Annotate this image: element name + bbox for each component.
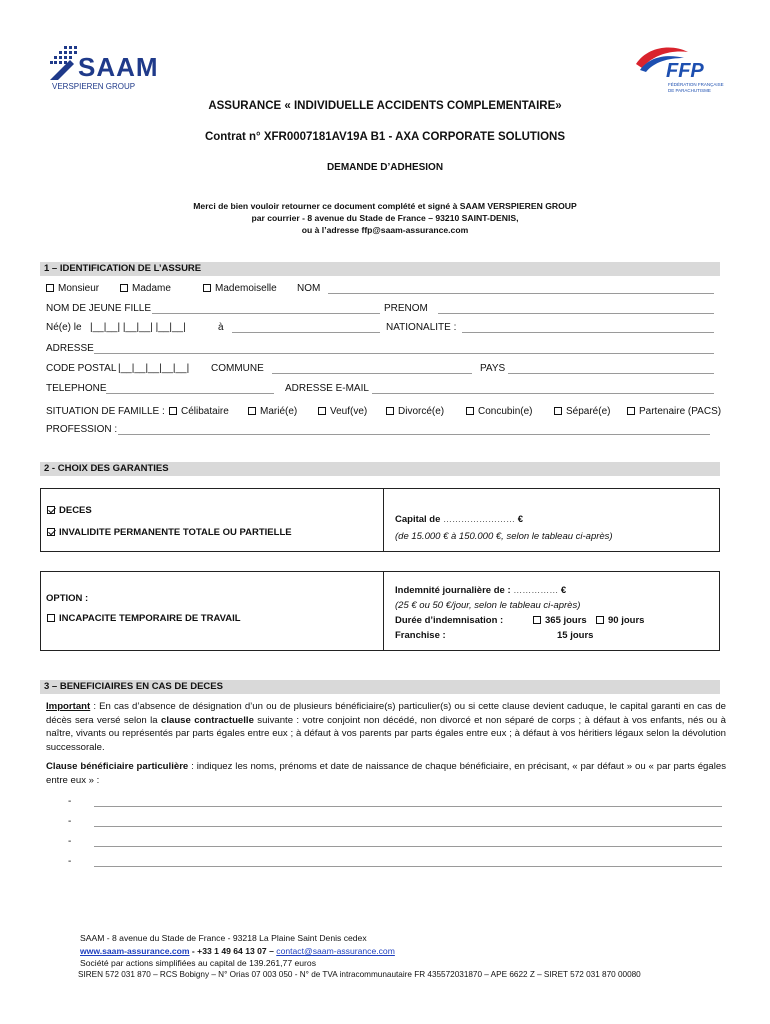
franchise-label: Franchise : <box>395 630 446 641</box>
duree-label: Durée d’indemnisation : <box>395 615 504 626</box>
option-invalidite[interactable]: INVALIDITE PERMANENTE TOTALE OU PARTIELLE <box>47 527 292 538</box>
situation-divorce[interactable]: Divorcé(e) <box>386 406 444 417</box>
pays-label: PAYS <box>480 363 506 374</box>
franchise-value: 15 jours <box>557 630 594 641</box>
beneficiary-line-2[interactable] <box>94 826 722 827</box>
important-paragraph: Important : En cas d’absence de désignation d’un ou de plusieurs bénéficiaire(s) particulier(s) ou si cette clause devient caduque, le capital garanti en cas de décès sera versé selon la clause contractuelle suivante : votre conjoint non décédé, non divorcé et non séparé de corps ; à défaut à vos enfants, nés ou à naître, vivants ou représentés par parts égales entre eux ; à défaut à vos parents par parts égales entre eux ; à défaut à vos héritiers légaux selon la dévolution successorale. <box>46 701 726 753</box>
option-deces[interactable]: DECES <box>47 505 92 516</box>
situation-separe[interactable]: Séparé(e) <box>554 406 610 417</box>
situation-veuf[interactable]: Veuf(ve) <box>318 406 367 417</box>
ffp-logo <box>632 42 722 96</box>
checkbox-icon[interactable] <box>46 284 54 292</box>
adresse-label: ADRESSE <box>46 343 94 354</box>
garanties-deces-box <box>40 488 720 552</box>
pays-input[interactable] <box>508 373 714 374</box>
beneficiary-line-1[interactable] <box>94 806 722 807</box>
beneficiary-dash-3: - <box>68 836 72 847</box>
indemnite-euro: € <box>560 585 567 596</box>
checkbox-icon[interactable] <box>169 407 177 415</box>
duree-90[interactable]: 90 jours <box>596 615 644 626</box>
nationalite-label: NATIONALITE : <box>386 322 457 333</box>
footer-website-link[interactable]: www.saam-assurance.com <box>80 946 190 956</box>
beneficiary-line-3[interactable] <box>94 846 722 847</box>
situation-marie[interactable]: Marié(e) <box>248 406 297 417</box>
email-input[interactable] <box>372 393 714 394</box>
lieu-naissance-label: à <box>218 322 224 333</box>
garanties-itt-divider <box>383 571 384 651</box>
section-2-header: 2 - CHOIX DES GARANTIES <box>40 462 720 476</box>
prenom-label: PRENOM <box>384 303 428 314</box>
nom-jeune-fille-input[interactable] <box>152 313 380 314</box>
ffp-logo-sub2: DE PARACHUTISME <box>668 88 711 93</box>
code-postal-input[interactable]: |__|__|__|__|__| <box>118 363 190 374</box>
ffp-logo-sub1: FÉDÉRATION FRANÇAISE <box>668 82 724 87</box>
capital-input[interactable]: …………………… <box>443 514 516 524</box>
saam-logo-subtext: VERSPIEREN GROUP <box>52 82 136 91</box>
email-label: ADRESSE E-MAIL <box>285 383 369 394</box>
checkbox-checked-icon[interactable] <box>47 506 55 514</box>
checkbox-icon[interactable] <box>627 407 635 415</box>
clause-label: Clause bénéficiaire particulière <box>46 761 189 772</box>
capital-label: Capital de <box>395 514 441 525</box>
date-naissance-input[interactable]: |__|__| |__|__| |__|__| <box>90 322 186 333</box>
situation-famille-label: SITUATION DE FAMILLE : <box>46 406 165 417</box>
telephone-input[interactable] <box>106 393 274 394</box>
adresse-input[interactable] <box>94 353 714 354</box>
nom-input[interactable] <box>328 293 714 294</box>
footer-legal: SIREN 572 031 870 – RCS Bobigny – N° Orias 07 003 050 - N° de TVA intracommunautaire FR 435572031870 – APE 6622 Z – SIRET 572 031 870 00080 <box>78 970 641 979</box>
section-1-header: 1 – IDENTIFICATION DE L’ASSURE <box>40 262 720 276</box>
document-type: DEMANDE D’ADHESION <box>326 162 444 173</box>
saam-logo <box>50 46 170 94</box>
profession-label: PROFESSION : <box>46 424 118 435</box>
indemnite-input[interactable]: …………… <box>513 585 559 595</box>
lieu-naissance-input[interactable] <box>232 332 380 333</box>
instruction-line-2: par courrier - 8 avenue du Stade de France – 93210 SAINT-DENIS, <box>251 213 519 223</box>
footer-email-link[interactable]: contact@saam-assurance.com <box>276 946 395 956</box>
checkbox-icon[interactable] <box>47 614 55 622</box>
situation-pacs[interactable]: Partenaire (PACS) <box>627 406 721 417</box>
duree-365[interactable]: 365 jours <box>533 615 587 626</box>
saam-logo-text: SAAM <box>78 52 159 82</box>
civility-madame[interactable]: Madame <box>120 283 171 294</box>
checkbox-icon[interactable] <box>203 284 211 292</box>
instruction-line-3: ou à l’adresse ffp@saam-assurance.com <box>301 225 469 235</box>
clause-paragraph: Clause bénéficiaire particulière : indiquez les noms, prénoms et date de naissance de chaque bénéficiaire, en précisant, « par défaut » ou « par parts égales entre eux » : <box>46 761 726 786</box>
indemnite-note: (25 € ou 50 €/jour, selon le tableau ci-après) <box>395 600 581 611</box>
beneficiary-line-4[interactable] <box>94 866 722 867</box>
footer-address: SAAM - 8 avenue du Stade de France - 93218 La Plaine Saint Denis cedex <box>80 933 367 943</box>
option-itt[interactable]: INCAPACITE TEMPORAIRE DE TRAVAIL <box>47 613 241 624</box>
capital-note: (de 15.000 € à 150.000 €, selon le tableau ci-après) <box>395 531 613 542</box>
beneficiary-dash-1: - <box>68 796 72 807</box>
checkbox-icon[interactable] <box>554 407 562 415</box>
beneficiary-dash-2: - <box>68 816 72 827</box>
important-label: Important <box>46 701 91 712</box>
commune-input[interactable] <box>272 373 472 374</box>
nationalite-input[interactable] <box>462 332 714 333</box>
footer-contact: www.saam-assurance.com - +33 1 49 64 13 07 – contact@saam-assurance.com <box>80 946 395 956</box>
indemnite-row <box>395 585 566 596</box>
nom-label: NOM <box>297 283 321 294</box>
checkbox-checked-icon[interactable] <box>47 528 55 536</box>
capital-euro: € <box>517 514 523 525</box>
footer-capital: Société par actions simplifiées au capital de 139.261,77 euros <box>80 958 316 968</box>
checkbox-icon[interactable] <box>596 616 604 624</box>
situation-celibataire[interactable]: Célibataire <box>169 406 229 417</box>
garanties-itt-box <box>40 571 720 651</box>
checkbox-icon[interactable] <box>318 407 326 415</box>
ffp-logo-text: FFP <box>666 60 704 82</box>
code-postal-label: CODE POSTAL <box>46 363 117 374</box>
garanties-deces-divider <box>383 488 384 552</box>
checkbox-icon[interactable] <box>386 407 394 415</box>
instruction-line-1: Merci de bien vouloir retourner ce document complété et signé à SAAM VERSPIEREN GROUP <box>193 201 577 211</box>
beneficiary-dash-4: - <box>68 856 72 867</box>
checkbox-icon[interactable] <box>120 284 128 292</box>
nom-jeune-fille-label: NOM DE JEUNE FILLE <box>46 303 152 314</box>
document-title: ASSURANCE « INDIVIDUELLE ACCIDENTS COMPLEMENTAIRE» <box>208 100 562 112</box>
checkbox-icon[interactable] <box>248 407 256 415</box>
section-3-header: 3 – BENEFICIAIRES EN CAS DE DECES <box>40 680 720 694</box>
telephone-label: TELEPHONE <box>46 383 107 394</box>
capital-row <box>395 514 523 525</box>
civility-mademoiselle[interactable]: Mademoiselle <box>203 283 277 294</box>
checkbox-icon[interactable] <box>466 407 474 415</box>
option-label: OPTION : <box>46 593 89 604</box>
checkbox-icon[interactable] <box>533 616 541 624</box>
contract-number: Contrat n° XFR0007181AV19A B1 - AXA CORPORATE SOLUTIONS <box>204 131 566 143</box>
situation-concubin[interactable]: Concubin(e) <box>466 406 532 417</box>
indemnite-label: Indemnité journalière de : <box>395 585 511 596</box>
prenom-input[interactable] <box>438 313 714 314</box>
saam-logo-mark-icon <box>50 46 80 80</box>
profession-input[interactable] <box>118 434 710 435</box>
date-naissance-label: Né(e) le <box>46 322 82 333</box>
civility-monsieur[interactable]: Monsieur <box>46 283 99 294</box>
commune-label: COMMUNE <box>211 363 264 374</box>
